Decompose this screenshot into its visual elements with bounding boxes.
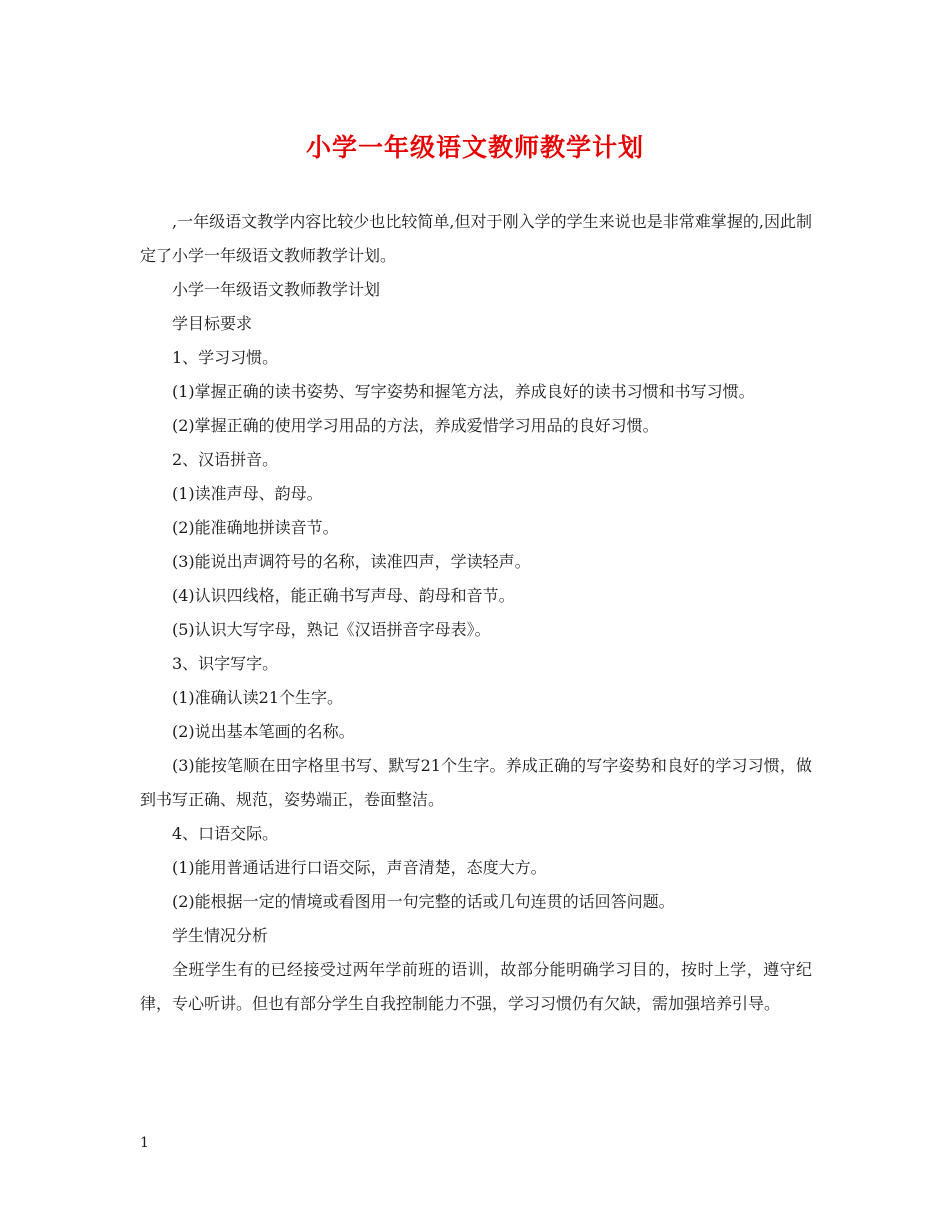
list-item: (4)认识四线格，能正确书写声母、韵母和音节。: [172, 586, 515, 605]
list-item: (1)掌握正确的读书姿势、写字姿势和握笔方法，养成良好的读书习惯和书写习惯。: [172, 382, 755, 401]
paragraph-student-analysis: 全班学生有的已经接受过两年学前班的语训，故部分能明确学习目的，按时上学，遵守纪律，专心听讲。但也有部分学生自我控制能力不强，学习习惯仍有欠缺，需加强培养引导。: [140, 960, 812, 1013]
list-item: (1)读准声母、韵母。: [172, 484, 323, 503]
list-item: (1)能用普通话进行口语交际，声音清楚，态度大方。: [172, 858, 547, 877]
list-item: (3)能按笔顺在田字格里书写、默写21个生字。养成正确的写字姿势和良好的学习习惯，做到书写正确、规范，姿势端正，卷面整洁。: [140, 756, 812, 809]
list-item: (2)能准确地拼读音节。: [172, 518, 339, 537]
paragraph-intro: ,一年级语文教学内容比较少也比较简单,但对于刚入学的学生来说也是非常难掌握的,因此制定了小学一年级语文教师教学计划。: [140, 212, 812, 265]
list-item: (5)认识大写字母，熟记《汉语拼音字母表》。: [172, 620, 491, 639]
list-item: (2)掌握正确的使用学习用品的方法，养成爱惜学习用品的良好习惯。: [172, 416, 659, 435]
paragraph-subtitle: 小学一年级语文教师教学计划: [172, 280, 381, 299]
section-heading-goals: 学目标要求: [172, 314, 253, 333]
section-item-4: 4、口语交际。: [172, 824, 279, 843]
section-heading-students: 学生情况分析: [172, 926, 269, 945]
document-body: [140, 205, 812, 1021]
list-item: (3)能说出声调符号的名称，读准四声，学读轻声。: [172, 552, 531, 571]
page-title: 小学一年级语文教师教学计划: [305, 133, 644, 162]
page-number: 1: [140, 1135, 149, 1151]
list-item: (2)说出基本笔画的名称。: [172, 722, 355, 741]
list-item: (2)能根据一定的情境或看图用一句完整的话或几句连贯的话回答问题。: [172, 892, 675, 911]
section-item-2: 2、汉语拼音。: [172, 450, 279, 469]
section-item-3: 3、识字写字。: [172, 654, 279, 673]
list-item: (1)准确认读21个生字。: [172, 688, 344, 707]
section-item-1: 1、学习习惯。: [172, 348, 279, 367]
